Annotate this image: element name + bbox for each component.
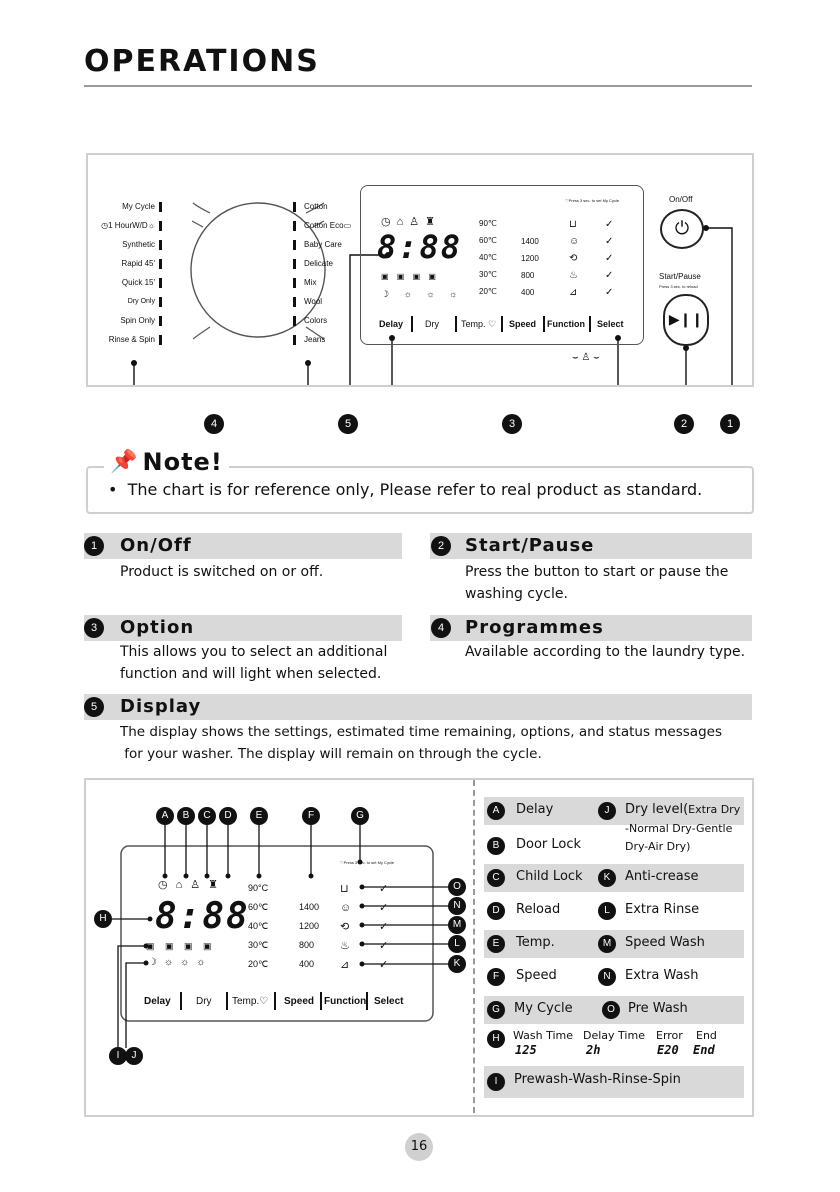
programme-rinse-spin: Rinse & Spin: [108, 335, 155, 344]
section-1-body: Product is switched on or off.: [120, 564, 324, 580]
legend-l: Extra Rinse: [625, 902, 700, 917]
section-1-title: On/Off: [120, 535, 192, 556]
detail-option-speed: Speed: [284, 996, 315, 1007]
option-temp[interactable]: Temp. ♡: [461, 319, 497, 329]
marker-c: C: [198, 807, 216, 825]
legend-l-badge: L: [598, 902, 616, 920]
legend-f-badge: F: [487, 968, 505, 986]
marker-j: J: [125, 1047, 143, 1065]
my-cycle-hint: ♡Press 3 sec. to set My Cycle: [565, 198, 620, 203]
detail-speed-1400: 1400: [299, 902, 320, 912]
time-digits: 8:88: [377, 228, 463, 266]
legend-i: Prewash-Wash-Rinse-Spin: [514, 1072, 681, 1087]
callout-5: 5: [338, 414, 358, 434]
section-2-body: Press the button to start or pause the washing cycle.: [465, 564, 729, 602]
option-speed[interactable]: Speed: [509, 319, 537, 329]
marker-m: M: [448, 916, 466, 934]
legend-h-delay-code: 2h: [586, 1043, 601, 1057]
detail-function-icons: ⊔ ☺ ⟲ ♨ ⊿: [340, 883, 352, 971]
option-select[interactable]: Select: [597, 319, 624, 329]
detail-temp-90: 90°C: [248, 883, 269, 893]
child-lock-icon: ♙: [409, 216, 426, 228]
legend-g: My Cycle: [514, 1001, 573, 1016]
legend-h-wash-time: Wash Time: [513, 1029, 574, 1042]
programme-dry-only: Dry Only: [127, 298, 155, 305]
startpause-hint: Press 3 sec. to reload: [659, 284, 698, 289]
programme-cotton-eco: Cotton Eco▭: [304, 221, 352, 230]
marker-b: B: [177, 807, 195, 825]
marker-i: I: [109, 1047, 127, 1065]
legend-o-badge: O: [602, 1001, 620, 1019]
programme-colors: Colors: [304, 316, 328, 325]
delay-clock-icon: ◷: [381, 216, 397, 228]
clock-icon: ◷: [101, 221, 109, 230]
legend-b: Door Lock: [516, 837, 582, 852]
detail-option-dry: Dry: [196, 996, 212, 1007]
section-2-badge: 2: [431, 536, 451, 556]
legend-g-badge: G: [487, 1001, 505, 1019]
legend-k-badge: K: [598, 869, 616, 887]
page-title: OPERATIONS: [84, 44, 320, 79]
legend-c: Child Lock: [516, 869, 583, 884]
legend-h-badge: H: [487, 1030, 505, 1048]
eco-icon: ▭: [343, 221, 352, 230]
callout-1: 1: [720, 414, 740, 434]
programme-mix: Mix: [304, 278, 317, 287]
legend-n: Extra Wash: [625, 968, 699, 983]
legend-n-badge: N: [598, 968, 616, 986]
detail-option-select: Select: [374, 996, 404, 1007]
programme-wool: Wool: [304, 297, 323, 306]
marker-g: G: [351, 807, 369, 825]
marker-a: A: [156, 807, 174, 825]
temp-20: 20℃: [479, 287, 497, 296]
marker-f: F: [302, 807, 320, 825]
detail-option-delay: Delay: [144, 996, 171, 1007]
legend-h-error-code: E20: [657, 1043, 679, 1057]
section-5-badge: 5: [84, 697, 104, 717]
section-1-badge: 1: [84, 536, 104, 556]
detail-temp-60: 60℃: [248, 902, 269, 912]
dry-level-icons: ☽ ☼ ☼ ☼: [381, 289, 464, 299]
detail-temp-20: 20℃: [248, 959, 269, 969]
programme-quick-15: Quick 15': [121, 278, 155, 287]
power-icon: ⏻: [674, 218, 690, 239]
legend-h-delay-time: Delay Time: [583, 1029, 645, 1042]
section-5-body: The display shows the settings, estimated time remaining, options, and status messages for your washer. The display will remain on through the cycle.: [120, 724, 722, 762]
note-title: Note!: [142, 448, 223, 476]
option-dry[interactable]: Dry: [425, 319, 439, 329]
legend-e: Temp.: [516, 935, 555, 950]
section-4-body: Available according to the laundry type.: [465, 644, 746, 660]
page-number: 16: [405, 1133, 433, 1161]
programme-delicate: Delicate: [304, 259, 333, 268]
function-icons: ⊔ ☺ ⟲ ♨ ⊿: [569, 219, 580, 298]
programme-my-cycle: My Cycle: [122, 202, 155, 211]
marker-e: E: [250, 807, 268, 825]
child-lock-combo-icon: ⌣ ♙ ⌣: [572, 352, 600, 363]
detail-option-temp: Temp.♡: [232, 996, 269, 1007]
legend-d-badge: D: [487, 902, 505, 920]
section-3-badge: 3: [84, 618, 104, 638]
detail-option-function: Function: [324, 996, 367, 1007]
legend-m: Speed Wash: [625, 935, 705, 950]
temp-40: 40℃: [479, 253, 497, 262]
legend-o: Pre Wash: [628, 1001, 688, 1016]
speed-400: 400: [521, 288, 535, 297]
legend-i-badge: I: [487, 1073, 505, 1091]
detail-my-cycle-hint: ♡Press 3 sec. to set My Cycle: [340, 860, 395, 865]
callout-3: 3: [502, 414, 522, 434]
legend-d: Reload: [516, 902, 561, 917]
reload-icon: ♜: [425, 216, 442, 228]
legend-a-badge: A: [487, 802, 505, 820]
detail-speed-800: 800: [299, 940, 315, 950]
heart-icon: ♡: [488, 319, 497, 329]
play-pause-icon: ▶❙❙: [668, 312, 704, 328]
legend-h-error: Error: [656, 1029, 683, 1042]
detail-temp-40: 40℃: [248, 921, 269, 931]
door-lock-icon: ⌂: [396, 216, 410, 228]
detail-status-icons: ◷⌂♙♜: [158, 879, 226, 891]
section-5-title: Display: [120, 696, 202, 717]
heart-icon: ♡: [565, 198, 569, 203]
pin-icon: 📌: [110, 449, 138, 475]
option-function[interactable]: Function: [547, 319, 585, 329]
section-4-title: Programmes: [465, 617, 604, 638]
marker-h: H: [94, 910, 112, 928]
programme-synthetic: Synthetic: [122, 240, 155, 249]
programme-spin-only: Spin Only: [120, 316, 155, 325]
marker-k: K: [448, 955, 466, 973]
callout-4: 4: [204, 414, 224, 434]
detail-dry-icons: ☽☼☼☼: [148, 957, 213, 968]
detail-speed-1200: 1200: [299, 921, 320, 931]
legend-a: Delay: [516, 802, 554, 817]
legend-j-badge: J: [598, 802, 616, 820]
programme-jeans: Jeans: [304, 335, 326, 344]
legend-m-badge: M: [598, 935, 616, 953]
detail-speed-400: 400: [299, 959, 315, 969]
speed-1200: 1200: [521, 254, 539, 263]
legend-f: Speed: [516, 968, 557, 983]
speed-800: 800: [521, 271, 535, 280]
marker-o: O: [448, 878, 466, 896]
legend-h-wash-code: 125: [515, 1043, 537, 1057]
temp-60: 60℃: [479, 236, 497, 245]
detail-temp-30: 30℃: [248, 940, 269, 950]
onoff-label: On/Off: [669, 195, 693, 204]
marker-n: N: [448, 897, 466, 915]
option-delay[interactable]: Delay: [379, 319, 404, 329]
phase-icons: ▣ ▣ ▣ ▣: [381, 272, 439, 281]
section-3-body: This allows you to select an additional function and will light when selected.: [120, 644, 388, 682]
programme-rapid-45: Rapid 45': [121, 259, 155, 268]
programme-cotton: Cotton: [304, 202, 328, 211]
legend-j-line3: Dry-Air Dry): [625, 840, 691, 853]
startpause-label: Start/Pause: [659, 272, 701, 281]
legend-b-badge: B: [487, 837, 505, 855]
section-3-title: Option: [120, 617, 195, 638]
legend-e-badge: E: [487, 935, 505, 953]
legend-j: Dry level(Extra Dry: [625, 802, 741, 817]
temp-90: 90℃: [479, 219, 497, 228]
check-icons: ✓ ✓ ✓ ✓ ✓: [605, 219, 614, 298]
legend-h-end: End: [696, 1029, 717, 1042]
legend-c-badge: C: [487, 869, 505, 887]
detail-time-digits: 8:88: [155, 896, 250, 937]
temp-30: 30℃: [479, 270, 497, 279]
section-2-title: Start/Pause: [465, 535, 595, 556]
speed-1400: 1400: [521, 237, 539, 246]
note-text: • The chart is for reference only, Please refer to real product as standard.: [108, 480, 703, 499]
section-4-badge: 4: [431, 618, 451, 638]
legend-j-line2: -Normal Dry-Gentle: [625, 822, 733, 835]
callout-2: 2: [674, 414, 694, 434]
programme-1-hour: ◷1 HourW/D☼: [101, 221, 155, 230]
detail-check-icons: ✓ ✓ ✓ ✓ ✓: [379, 883, 389, 971]
legend-k: Anti-crease: [625, 869, 699, 884]
legend-h-end-code: End: [693, 1043, 715, 1057]
marker-l: L: [448, 935, 466, 953]
programme-baby-care: Baby Care: [304, 240, 342, 249]
dry-icon: ☼: [147, 221, 155, 230]
marker-d: D: [219, 807, 237, 825]
detail-phase-icons: ▣ ▣ ▣ ▣: [146, 941, 216, 951]
